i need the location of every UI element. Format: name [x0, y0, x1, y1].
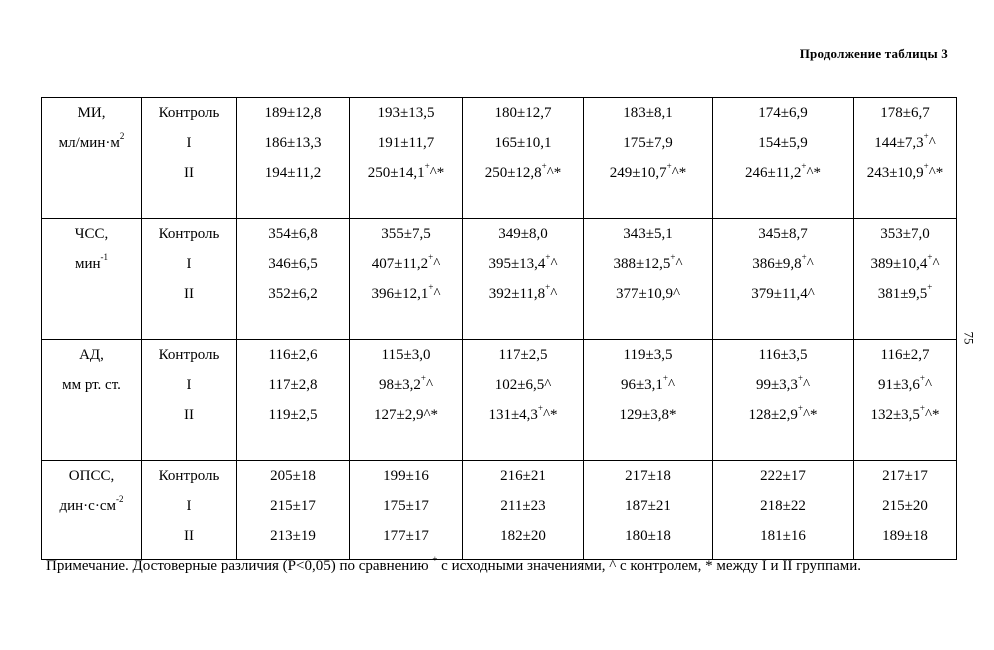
value-line	[713, 98, 853, 128]
significance-mark: +	[545, 252, 551, 262]
value-cell	[237, 219, 350, 340]
significance-mark: +	[424, 161, 430, 171]
value-line	[350, 400, 462, 430]
value-text: 180±12,7	[494, 105, 552, 121]
significance-mark: +	[545, 282, 551, 292]
value-text: 354±6,8	[268, 226, 318, 242]
parameter-unit	[42, 128, 141, 158]
value-line	[463, 249, 583, 279]
value-text: 353±7,0	[880, 226, 930, 242]
value-text: 396±12,1	[371, 286, 429, 302]
significance-mark: +	[919, 403, 925, 413]
value-text: 183±8,1	[623, 105, 673, 121]
value-line	[713, 128, 853, 158]
value-line	[854, 370, 956, 400]
value-text: 222±17	[760, 468, 806, 484]
value-text: 381±9,5	[877, 286, 928, 302]
value-text: 389±10,4	[870, 256, 928, 272]
table-row	[42, 98, 957, 219]
table-note	[46, 551, 961, 582]
parameter-cell	[42, 340, 142, 461]
value-cell	[350, 461, 463, 560]
group-cell	[142, 461, 237, 560]
parameter-unit-text: мл/мин·м	[58, 135, 120, 151]
group-cell	[142, 98, 237, 219]
value-line	[854, 461, 956, 491]
value-text: 144±7,3	[874, 135, 924, 151]
significance-suffix: ^	[550, 256, 558, 272]
significance-suffix: ^*	[429, 165, 445, 181]
significance-suffix: ^*	[671, 165, 687, 181]
value-line	[350, 279, 462, 309]
significance-mark: +	[428, 252, 434, 262]
value-text: 211±23	[500, 498, 546, 514]
value-text: 115±3,0	[381, 347, 431, 363]
value-line	[584, 219, 712, 249]
value-text: 345±8,7	[758, 226, 808, 242]
value-text: 388±12,5	[613, 256, 671, 272]
value-line	[713, 461, 853, 491]
value-text: 246±11,2	[744, 165, 802, 181]
significance-suffix: ^	[928, 135, 936, 151]
value-text: 395±13,4	[488, 256, 546, 272]
value-line	[463, 279, 583, 309]
value-text: 119±2,5	[268, 407, 318, 423]
value-cell	[854, 340, 957, 461]
significance-mark: +	[923, 131, 929, 141]
value-line	[854, 249, 956, 279]
value-line	[237, 521, 349, 551]
value-line	[584, 491, 712, 521]
value-text: 349±8,0	[498, 226, 548, 242]
value-text: 187±21	[625, 498, 671, 514]
value-text: 154±5,9	[758, 135, 808, 151]
value-text: 177±17	[383, 528, 429, 544]
significance-mark: +	[927, 252, 933, 262]
value-cell	[350, 98, 463, 219]
parameter-unit-text: мм рт. ст.	[62, 377, 121, 393]
value-text: 132±3,5	[870, 407, 920, 423]
value-text: 116±2,7	[880, 347, 930, 363]
value-line	[463, 521, 583, 551]
significance-suffix: ^	[803, 377, 811, 393]
value-line	[713, 249, 853, 279]
value-line	[463, 128, 583, 158]
value-text: 218±22	[760, 498, 806, 514]
group-label: Контроль	[158, 347, 220, 363]
significance-mark: +	[801, 161, 807, 171]
value-line	[854, 158, 956, 188]
significance-mark: +	[923, 161, 929, 171]
significance-suffix: ^	[433, 286, 441, 302]
value-line	[350, 219, 462, 249]
parameter-unit	[42, 370, 141, 400]
value-text: 99±3,3	[755, 377, 798, 393]
value-line	[713, 158, 853, 188]
value-line	[237, 158, 349, 188]
value-line	[463, 219, 583, 249]
value-line	[463, 98, 583, 128]
value-cell	[463, 98, 584, 219]
significance-suffix: ^*	[806, 165, 822, 181]
value-text: 182±20	[500, 528, 546, 544]
value-cell	[463, 219, 584, 340]
value-line	[237, 340, 349, 370]
value-cell	[713, 461, 854, 560]
value-line	[237, 128, 349, 158]
group-label: II	[184, 407, 194, 423]
value-text: 181±16	[760, 528, 806, 544]
table-row	[42, 219, 957, 340]
group-cell	[142, 219, 237, 340]
value-text: 98±3,2	[378, 377, 421, 393]
value-text: 343±5,1	[623, 226, 673, 242]
value-text: 127±2,9^*	[373, 407, 439, 423]
value-text: 178±6,7	[880, 105, 930, 121]
value-cell	[463, 340, 584, 461]
value-text: 377±10,9^	[615, 286, 681, 302]
value-text: 102±6,5^	[494, 377, 552, 393]
significance-suffix: ^*	[925, 407, 940, 423]
value-cell	[854, 98, 957, 219]
significance-suffix: ^*	[546, 165, 562, 181]
value-line	[854, 279, 956, 309]
value-line	[350, 98, 462, 128]
significance-suffix: ^	[925, 377, 933, 393]
value-line	[350, 128, 462, 158]
parameter-cell	[42, 219, 142, 340]
value-line	[584, 128, 712, 158]
value-cell	[350, 219, 463, 340]
value-cell	[237, 340, 350, 461]
value-line	[584, 340, 712, 370]
value-text: 116±3,5	[758, 347, 808, 363]
value-text: 352±6,2	[268, 286, 318, 302]
significance-suffix: ^	[806, 256, 814, 272]
data-table	[41, 97, 957, 560]
value-line	[237, 400, 349, 430]
value-line	[237, 461, 349, 491]
value-line	[463, 461, 583, 491]
value-text: 180±18	[625, 528, 671, 544]
value-text: 129±3,8*	[619, 407, 677, 423]
note-superscript: +	[432, 554, 438, 564]
value-line	[584, 521, 712, 551]
group-label: Контроль	[158, 105, 220, 121]
value-text: 217±18	[625, 468, 671, 484]
value-line	[463, 370, 583, 400]
group-label: II	[184, 528, 194, 544]
value-line	[350, 521, 462, 551]
significance-mark: +	[541, 161, 547, 171]
note-text-1: Примечание. Достоверные различия (P<0,05) по сравнению	[46, 558, 433, 574]
value-text: 379±11,4^	[751, 286, 815, 302]
value-text: 175±17	[383, 498, 429, 514]
value-text: 216±21	[500, 468, 546, 484]
parameter-unit-text: дин·с·см	[59, 498, 116, 514]
value-line	[237, 219, 349, 249]
value-text: 175±7,9	[623, 135, 673, 151]
value-line	[350, 461, 462, 491]
value-line	[713, 521, 853, 551]
value-line	[463, 340, 583, 370]
table-body	[42, 98, 957, 560]
value-line	[584, 158, 712, 188]
value-text: 249±10,7	[609, 165, 667, 181]
value-line	[854, 340, 956, 370]
significance-mark: +	[801, 252, 807, 262]
value-cell	[713, 98, 854, 219]
value-text: 165±10,1	[494, 135, 552, 151]
value-text: 91±3,6	[877, 377, 920, 393]
value-text: 250±14,1	[367, 165, 425, 181]
value-text: 392±11,8	[488, 286, 546, 302]
parameter-name: ЧСС,	[74, 226, 109, 242]
value-text: 186±13,3	[264, 135, 322, 151]
group-label: I	[186, 256, 192, 272]
value-text: 116±2,6	[268, 347, 318, 363]
parameter-unit	[42, 491, 141, 521]
value-line	[854, 521, 956, 551]
value-line	[463, 400, 583, 430]
parameter-name: АД,	[79, 347, 104, 363]
value-line	[350, 340, 462, 370]
value-text: 128±2,9	[748, 407, 798, 423]
value-text: 193±13,5	[377, 105, 435, 121]
value-cell	[350, 340, 463, 461]
value-text: 386±9,8	[752, 256, 802, 272]
value-line	[713, 370, 853, 400]
significance-suffix: ^	[433, 256, 441, 272]
value-line	[350, 491, 462, 521]
parameter-cell	[42, 98, 142, 219]
group-label: II	[184, 286, 194, 302]
value-text: 174±6,9	[758, 105, 808, 121]
value-text: 119±3,5	[623, 347, 673, 363]
value-cell	[463, 461, 584, 560]
significance-mark: +	[420, 373, 426, 383]
value-text: 189±18	[882, 528, 928, 544]
value-line	[350, 249, 462, 279]
group-label: Контроль	[158, 226, 220, 242]
value-line	[713, 279, 853, 309]
group-label: II	[184, 165, 194, 181]
group-cell	[142, 340, 237, 461]
parameter-cell	[42, 461, 142, 560]
group-label: I	[186, 498, 192, 514]
value-text: 191±11,7	[377, 135, 435, 151]
significance-mark: +	[662, 373, 668, 383]
value-line	[584, 461, 712, 491]
significance-suffix: ^*	[928, 165, 944, 181]
value-line	[713, 340, 853, 370]
value-cell	[713, 340, 854, 461]
value-text: 215±17	[270, 498, 316, 514]
parameter-unit-exponent: -1	[100, 252, 109, 262]
value-line	[237, 279, 349, 309]
value-cell	[584, 461, 713, 560]
value-cell	[713, 219, 854, 340]
value-line	[584, 249, 712, 279]
value-line	[350, 370, 462, 400]
table-caption: Продолжение таблицы 3	[799, 46, 948, 61]
significance-suffix: ^	[668, 377, 676, 393]
value-text: 213±19	[270, 528, 316, 544]
significance-suffix: ^*	[543, 407, 558, 423]
page-number: 75	[961, 331, 977, 345]
value-line	[713, 400, 853, 430]
group-label: Контроль	[158, 468, 220, 484]
value-line	[237, 491, 349, 521]
value-cell	[854, 461, 957, 560]
significance-mark: +	[797, 403, 803, 413]
value-text: 407±11,2	[371, 256, 429, 272]
value-line	[854, 98, 956, 128]
value-text: 346±6,5	[268, 256, 318, 272]
parameter-name: МИ,	[77, 105, 106, 121]
significance-suffix: ^	[550, 286, 558, 302]
value-cell	[584, 98, 713, 219]
value-text: 194±11,2	[264, 165, 322, 181]
group-label: I	[186, 377, 192, 393]
value-cell	[584, 340, 713, 461]
parameter-unit-exponent: -2	[115, 494, 124, 504]
value-line	[854, 219, 956, 249]
value-line	[237, 370, 349, 400]
value-text: 199±16	[383, 468, 429, 484]
value-line	[584, 400, 712, 430]
note-text-2: с исходными значениями, ^ с контролем, * между I и II группами.	[437, 558, 862, 574]
value-text: 189±12,8	[264, 105, 322, 121]
parameter-unit-text: мин	[74, 256, 101, 272]
value-line	[854, 491, 956, 521]
value-text: 205±18	[270, 468, 316, 484]
value-text: 217±17	[882, 468, 928, 484]
significance-mark: +	[797, 373, 803, 383]
significance-suffix: ^	[932, 256, 940, 272]
group-label: I	[186, 135, 192, 151]
significance-mark: +	[666, 161, 672, 171]
significance-mark: +	[537, 403, 543, 413]
value-text: 96±3,1	[620, 377, 663, 393]
significance-suffix: ^*	[803, 407, 818, 423]
value-line	[713, 491, 853, 521]
value-text: 355±7,5	[381, 226, 431, 242]
value-text: 117±2,8	[268, 377, 318, 393]
value-text: 250±12,8	[484, 165, 542, 181]
value-text: 215±20	[882, 498, 928, 514]
value-text: 243±10,9	[866, 165, 924, 181]
value-line	[350, 158, 462, 188]
significance-mark: +	[670, 252, 676, 262]
value-line	[854, 400, 956, 430]
value-cell	[584, 219, 713, 340]
significance-suffix: ^	[675, 256, 683, 272]
value-line	[584, 279, 712, 309]
significance-mark: +	[919, 373, 925, 383]
parameter-unit-exponent: 2	[119, 131, 125, 141]
parameter-unit	[42, 249, 141, 279]
value-line	[237, 249, 349, 279]
significance-suffix: ^	[426, 377, 434, 393]
value-cell	[854, 219, 957, 340]
value-cell	[237, 461, 350, 560]
value-line	[713, 219, 853, 249]
value-line	[463, 158, 583, 188]
value-line	[237, 98, 349, 128]
significance-mark: +	[927, 282, 933, 292]
value-text: 131±4,3	[488, 407, 538, 423]
parameter-name: ОПСС,	[68, 468, 115, 484]
value-cell	[237, 98, 350, 219]
table-row	[42, 461, 957, 560]
value-line	[584, 98, 712, 128]
value-line	[584, 370, 712, 400]
value-text: 117±2,5	[498, 347, 548, 363]
table-row	[42, 340, 957, 461]
significance-mark: +	[428, 282, 434, 292]
value-line	[854, 128, 956, 158]
value-line	[463, 491, 583, 521]
